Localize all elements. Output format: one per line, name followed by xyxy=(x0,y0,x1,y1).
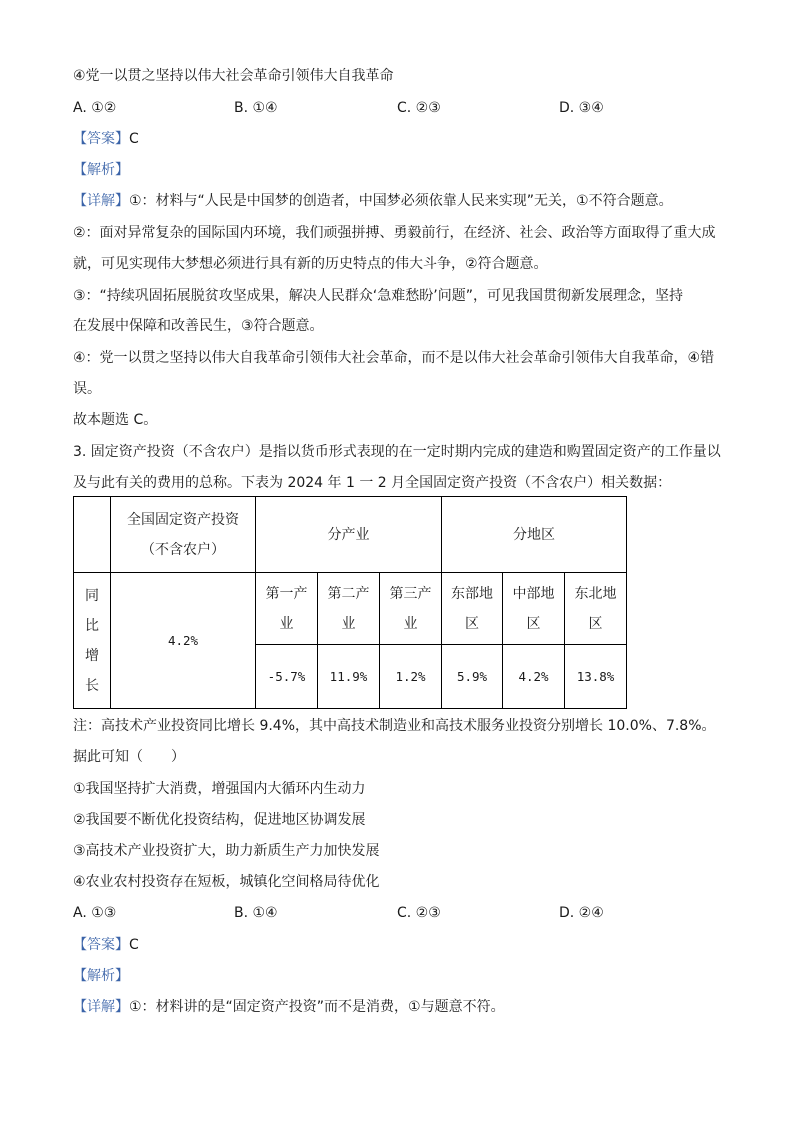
q2-detail-line-4: ③：“持续巩固拓展脱贫攻坚成果，解决人民群众‘急难愁盼’问题”，可见我国贯彻新发展理念，坚持 xyxy=(73,288,683,304)
header-total: 全国固定资产投资 （不含农户） xyxy=(111,497,256,573)
q2-item-4: ④党一以贯之坚持以伟大社会革命引领伟大自我革命 xyxy=(73,68,394,84)
q3-item-2: ②我国要不断优化投资结构，促进地区协调发展 xyxy=(73,812,366,828)
q3-item-1: ①我国坚持扩大消费，增强国内大循环内生动力 xyxy=(73,781,366,797)
value-tertiary: 1.2% xyxy=(380,645,442,709)
q3-options xyxy=(73,903,733,923)
answer-tag: 【答案】 xyxy=(73,131,129,147)
q3-note: 注：高技术产业投资同比增长 9.4%，其中高技术制造业和高技术服务业投资分别增长 10.0%、7.8%。 xyxy=(73,718,716,734)
subheader-northeast: 东北地 区 xyxy=(565,573,627,645)
analysis-tag: 【解析】 xyxy=(73,162,129,178)
q3-option-d: D. ②④ xyxy=(559,905,604,921)
row-label-yoy: 同 比 增 长 xyxy=(74,573,111,709)
q2-detail-line-6: ④：党一以贯之坚持以伟大自我革命引领伟大社会革命，而不是以伟大社会革命引领伟大自我革命，④错 xyxy=(73,350,715,366)
q2-detail-line-1: 【详解】①：材料与“人民是中国梦的创造者，中国梦必须依靠人民来实现”无关，①不符合题意。 xyxy=(73,193,673,209)
q2-option-c: C. ②③ xyxy=(397,100,441,116)
detail-tag: 【详解】 xyxy=(73,193,129,209)
total-value: 4.2% xyxy=(111,573,256,709)
q2-option-b: B. ①④ xyxy=(234,100,278,116)
q2-detail-line-7: 误。 xyxy=(73,381,101,397)
answer-value: C xyxy=(129,937,139,953)
investment-table xyxy=(73,496,627,709)
value-primary: -5.7% xyxy=(256,645,318,709)
q3-item-4: ④农业农村投资存在短板，城镇化空间格局待优化 xyxy=(73,874,380,890)
q2-conclusion: 故本题选 C。 xyxy=(73,412,158,428)
subheader-east: 东部地 区 xyxy=(442,573,503,645)
q2-answer xyxy=(73,129,139,149)
subheader-central: 中部地 区 xyxy=(503,573,565,645)
q3-intro-line-2: 及与此有关的费用的总称。下表为 2024 年 1 一 2 月全国固定资产投资（不含农户）相关数据： xyxy=(73,475,672,491)
q3-option-a: A. ①③ xyxy=(73,905,117,921)
value-east: 5.9% xyxy=(442,645,503,709)
table-corner-cell xyxy=(74,497,111,573)
q3-option-b: B. ①④ xyxy=(234,905,278,921)
answer-tag: 【答案】 xyxy=(73,937,129,953)
answer-value: C xyxy=(129,131,139,147)
value-central: 4.2% xyxy=(503,645,565,709)
header-region: 分地区 xyxy=(442,497,627,573)
q3-analysis-heading xyxy=(73,966,129,986)
detail-tag: 【详解】 xyxy=(73,999,129,1015)
q3-intro-line-1: 3. 固定资产投资（不含农户）是指以货币形式表现的在一定时期内完成的建造和购置固定资产的工作量以 xyxy=(73,444,721,460)
subheader-primary: 第一产 业 xyxy=(256,573,318,645)
q2-detail-line-2: ②：面对异常复杂的国际国内环境，我们顽强拼搏、勇毅前行，在经济、社会、政治等方面取得了重大成 xyxy=(73,225,716,241)
q3-detail-line-1: 【详解】①：材料讲的是“固定资产投资”而不是消费，①与题意不符。 xyxy=(73,999,505,1015)
q2-detail-line-5: 在发展中保障和改善民生，③符合题意。 xyxy=(73,318,324,334)
q3-item-3: ③高技术产业投资扩大，助力新质生产力加快发展 xyxy=(73,843,380,859)
q2-option-d: D. ③④ xyxy=(559,100,604,116)
value-northeast: 13.8% xyxy=(565,645,627,709)
q2-option-a: A. ①② xyxy=(73,100,117,116)
value-secondary: 11.9% xyxy=(318,645,380,709)
header-industry: 分产业 xyxy=(256,497,442,573)
subheader-tertiary: 第三产 业 xyxy=(380,573,442,645)
q3-stem: 据此可知（ ） xyxy=(73,749,185,765)
q2-detail-line-3: 就，可见实现伟大梦想必须进行具有新的历史特点的伟大斗争，②符合题意。 xyxy=(73,256,548,272)
q3-answer xyxy=(73,935,139,955)
q2-options xyxy=(73,98,733,118)
subheader-secondary: 第二产 业 xyxy=(318,573,380,645)
q2-analysis-heading xyxy=(73,160,129,180)
analysis-tag: 【解析】 xyxy=(73,968,129,984)
q3-option-c: C. ②③ xyxy=(397,905,441,921)
